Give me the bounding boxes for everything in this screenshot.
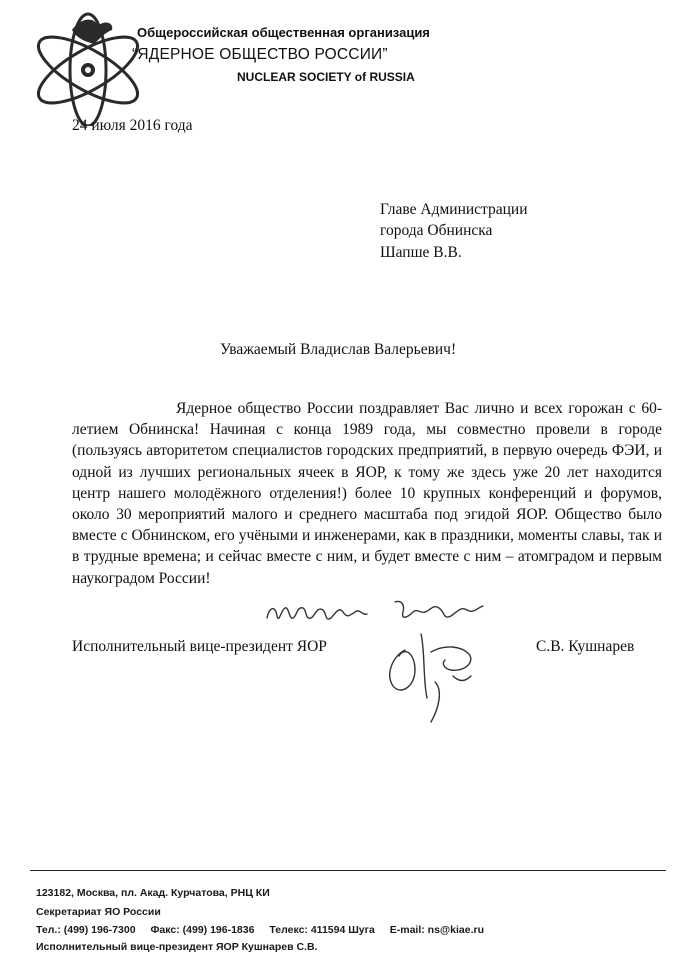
footer-email: E-mail: ns@kiae.ru: [389, 924, 485, 936]
organization-subtitle: Общероссийская общественная организация: [137, 25, 430, 40]
organization-name: “ЯДЕРНОЕ ОБЩЕСТВО РОССИИ”: [132, 46, 388, 63]
footer-address: 123182, Москва, пл. Акад. Курчатова, РНЦ КИ: [36, 887, 270, 899]
greeting: Уважаемый Владислав Валерьевич!: [220, 341, 457, 358]
addressee-line-2: города Обнинска: [380, 222, 493, 239]
addressee-line-3: Шапше В.В.: [380, 244, 462, 261]
letter-body: Ядерное общество России поздравляет Вас лично и всех горожан с 60-летием Обнинска! Начиная с конца 1989 года, мы совместно провели в городе (пользуясь авторитетом специалистов городских предприятий, в первую очередь ФЭИ, и одной из лучших региональных ячеек в ЯОР, к тому же здесь уже 20 лет находится центр нашего молодёжного отделения!) более 10 крупных конференций и форумов, около 30 мероприятий малого и среднего масштаба под эгидой ЯОР. Общество было вместе с Обнинском, его учёными и инженерами, как в праздники, моменты славы, так и в трудные времена; и сейчас вместе с ним, и будет вместе с ним – атомградом и первым наукоградом России!: [72, 400, 662, 587]
footer-vice-president: Исполнительный вице-президент ЯОР Кушнарев С.В.: [36, 941, 318, 953]
addressee-line-1: Главе Администрации: [380, 201, 528, 218]
organization-name-english: NUCLEAR SOCIETY of RUSSIA: [237, 70, 415, 84]
handwritten-signature: [255, 590, 505, 730]
atom-dove-logo-icon: [28, 8, 148, 126]
footer-divider: [30, 870, 666, 871]
footer-telex: Телекс: 411594 Шуга: [269, 924, 375, 936]
footer-contacts: [36, 924, 484, 936]
signatory-title: Исполнительный вице-президент ЯОР: [72, 638, 327, 655]
signatory-name: С.В. Кушнарев: [536, 638, 635, 655]
footer-secretariat: Секретариат ЯО России: [36, 906, 161, 918]
footer-phone: Тел.: (499) 196-7300: [36, 924, 136, 936]
letter-date: 24 июля 2016 года: [72, 117, 193, 134]
footer-fax: Факс: (499) 196-1836: [150, 924, 255, 936]
